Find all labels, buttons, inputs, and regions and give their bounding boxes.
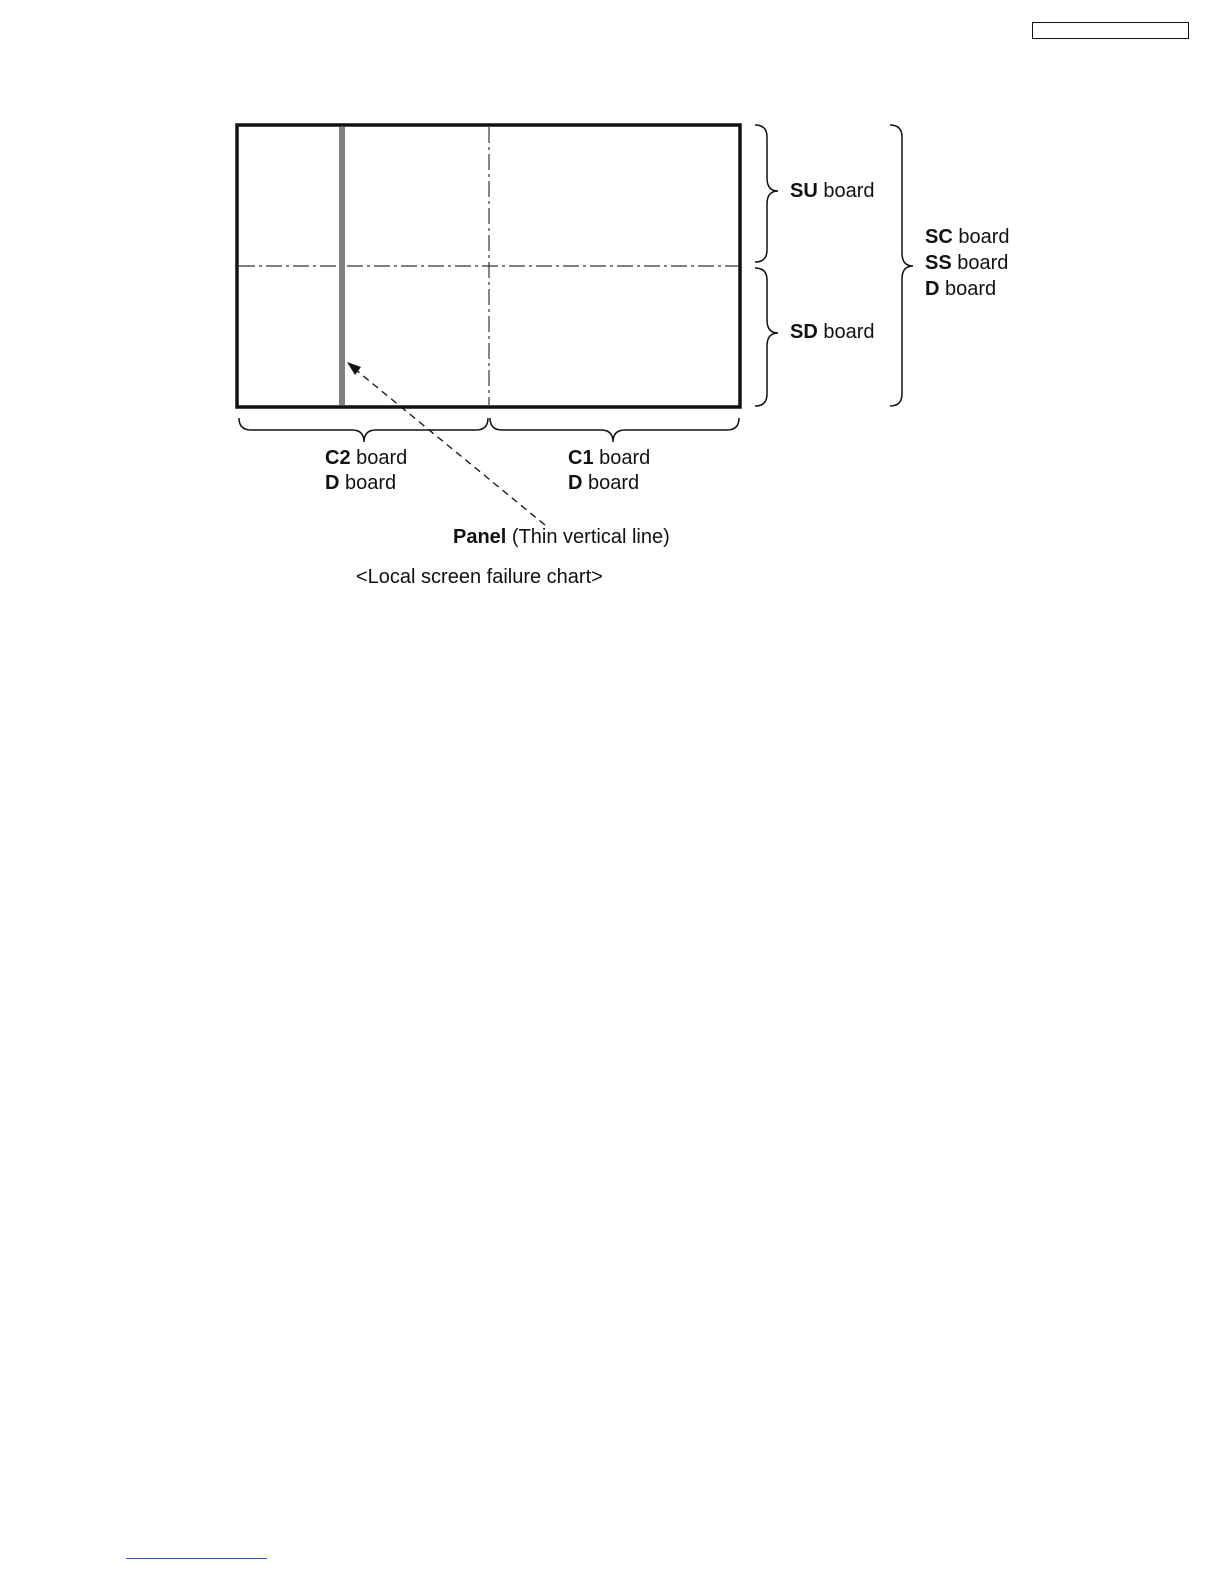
sd-board-word: board [823, 321, 875, 343]
brace-c2 [239, 418, 488, 442]
brace-right-group [890, 125, 913, 406]
panel-code: Panel [453, 526, 507, 548]
brace-c1 [490, 418, 739, 442]
c1-d-board-code: D [568, 472, 583, 494]
d-board-word-right: board [945, 278, 997, 300]
footer-link[interactable] [126, 1558, 267, 1559]
d-board-code-right: D [925, 278, 940, 300]
c2-board-label [325, 446, 407, 471]
c1-board-code: C1 [568, 447, 594, 469]
c2-board-word: board [356, 447, 408, 469]
c1-d-board-word: board [588, 472, 640, 494]
su-board-code: SU [790, 180, 818, 202]
c1-board-word: board [599, 447, 651, 469]
sc-board-code: SC [925, 226, 953, 248]
c1-d-board-label [568, 471, 639, 496]
ss-board-word: board [957, 252, 1009, 274]
ss-board-label [925, 251, 1008, 276]
sd-board-code: SD [790, 321, 818, 343]
c2-d-board-code: D [325, 472, 340, 494]
c2-board-code: C2 [325, 447, 351, 469]
sc-board-word: board [958, 226, 1010, 248]
d-board-label-right [925, 277, 996, 302]
ss-board-code: SS [925, 252, 952, 274]
sc-board-label [925, 225, 1010, 250]
chart-caption: <Local screen failure chart> [356, 566, 603, 588]
brace-sd [755, 268, 778, 406]
su-board-word: board [823, 180, 875, 202]
su-board-label [790, 179, 875, 204]
c2-d-board-word: board [345, 472, 397, 494]
c2-d-board-label [325, 471, 396, 496]
brace-su [755, 125, 778, 262]
sd-board-label [790, 320, 875, 345]
c1-board-label [568, 446, 650, 471]
panel-callout-label [453, 525, 670, 550]
panel-note: (Thin vertical line) [511, 526, 670, 548]
